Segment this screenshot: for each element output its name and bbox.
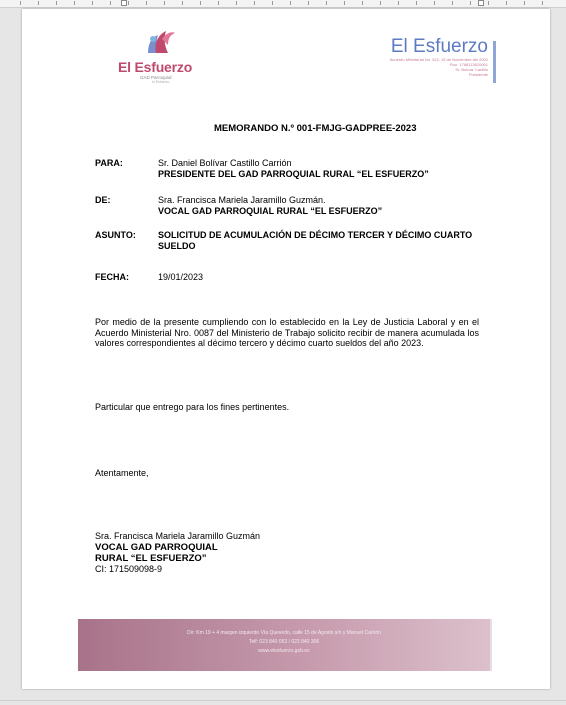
right-logo-bar bbox=[493, 41, 496, 83]
ruler-tick bbox=[362, 1, 363, 5]
page-divider bbox=[0, 700, 566, 701]
ruler-tick bbox=[182, 1, 183, 5]
gad-logo-right bbox=[288, 37, 488, 77]
para-name: Sr. Daniel Bolívar Castillo Carrión bbox=[158, 158, 292, 168]
signer-name: Sra. Francisca Mariela Jaramillo Guzmán bbox=[95, 531, 261, 541]
ruler-right-indent-marker[interactable] bbox=[478, 0, 484, 6]
ruler-tick bbox=[164, 1, 165, 5]
de-name: Sra. Francisca Mariela Jaramillo Guzmán. bbox=[158, 195, 326, 205]
ruler-tick bbox=[38, 1, 39, 5]
ruler-tick bbox=[110, 1, 111, 5]
ruler-tick bbox=[398, 1, 399, 5]
ruler-tick bbox=[254, 1, 255, 5]
signer-ci: CI: 171509098-9 bbox=[95, 564, 163, 574]
ruler-tick bbox=[470, 1, 471, 5]
ruler-tick bbox=[218, 1, 219, 5]
para-role: PRESIDENTE DEL GAD PARROQUIAL RURAL “EL ESFUERZO” bbox=[158, 168, 429, 179]
memo-title: MEMORANDO N.º 001-FMJG-GADPREE-2023 bbox=[214, 123, 417, 134]
ruler-tick bbox=[20, 1, 21, 5]
ruler-tick bbox=[272, 1, 273, 5]
ruler-tick bbox=[200, 1, 201, 5]
footer-phone: Telf: 023 840 053 / 023 840 306 bbox=[248, 639, 320, 645]
right-logo-line: Presidente bbox=[468, 72, 488, 77]
footer-web[interactable]: www.elesfuerzo.gob.ec bbox=[258, 648, 310, 654]
de-role: VOCAL GAD PARROQUIAL RURAL “EL ESFUERZO” bbox=[158, 205, 383, 216]
footer-band bbox=[78, 619, 492, 671]
left-brand-subtitle: GAD Parroquial bbox=[140, 75, 172, 80]
ruler-tick bbox=[326, 1, 327, 5]
signer-role-2: RURAL “EL ESFUERZO” bbox=[95, 553, 207, 564]
ruler-tick bbox=[236, 1, 237, 5]
fecha-label: FECHA: bbox=[95, 272, 129, 282]
ruler-tick bbox=[56, 1, 57, 5]
ruler-tick bbox=[380, 1, 381, 5]
ruler-tick bbox=[506, 1, 507, 5]
ruler-tick bbox=[74, 1, 75, 5]
ruler-indent-marker[interactable] bbox=[121, 0, 127, 6]
ruler-tick bbox=[542, 1, 543, 5]
fecha-value: 19/01/2023 bbox=[158, 272, 204, 282]
ruler-tick bbox=[488, 1, 489, 5]
right-logo-line: Acuerdo Ministerial No. 322, 15 de Noviembre del 2002 bbox=[389, 57, 488, 62]
para-label: PARA: bbox=[95, 158, 123, 168]
left-brand-text: El Esfuerzo bbox=[118, 59, 193, 75]
left-brand-subtitle-2: el Esfuerzo bbox=[152, 80, 170, 84]
right-logo-line: Ruc: 1768113620001 bbox=[450, 62, 488, 67]
signer-role-1: VOCAL GAD PARROQUIAL bbox=[95, 542, 218, 553]
memo-closing: Particular que entrego para los fines pertinentes. bbox=[95, 402, 290, 412]
memo-body: Por medio de la presente cumpliendo con lo establecido en la Ley de Justicia Laboral y en el Acuerdo Ministerial Nro. 0087 del Ministerio de Trabajo solicito recibir de manera acumulada los valores correspondientes al décimo tercero y décimo cuarto sueldos del año 2023. bbox=[95, 317, 479, 348]
ruler-tick bbox=[308, 1, 309, 5]
asunto-text: SOLICITUD DE ACUMULACIÓN DE DÉCIMO TERCER Y DÉCIMO CUARTO SUELDO bbox=[158, 230, 473, 251]
ruler-tick bbox=[416, 1, 417, 5]
horizontal-ruler[interactable] bbox=[0, 0, 566, 8]
signature-block bbox=[95, 531, 260, 575]
footer-address: Dir: Km 19 + 4 margen izquierdo Vía Quevedo, calle 15 de Agosto s/n y Manuel Carrión bbox=[187, 630, 381, 636]
ruler-tick bbox=[344, 1, 345, 5]
right-brand-text: El Esfuerzo bbox=[390, 36, 488, 57]
ruler-tick bbox=[146, 1, 147, 5]
de-label: DE: bbox=[95, 195, 111, 205]
memo-salutation: Atentamente, bbox=[95, 468, 149, 478]
ruler-tick bbox=[524, 1, 525, 5]
asunto-label: ASUNTO: bbox=[95, 230, 136, 240]
ruler-tick bbox=[290, 1, 291, 5]
gad-logo-left bbox=[118, 27, 208, 87]
right-logo-line: Sr. Bolívar Castillo bbox=[455, 67, 488, 72]
bird-logo-icon bbox=[142, 27, 176, 57]
document-page bbox=[22, 9, 550, 689]
ruler-tick bbox=[92, 1, 93, 5]
ruler-tick bbox=[128, 1, 129, 5]
ruler-tick bbox=[452, 1, 453, 5]
ruler-tick bbox=[434, 1, 435, 5]
